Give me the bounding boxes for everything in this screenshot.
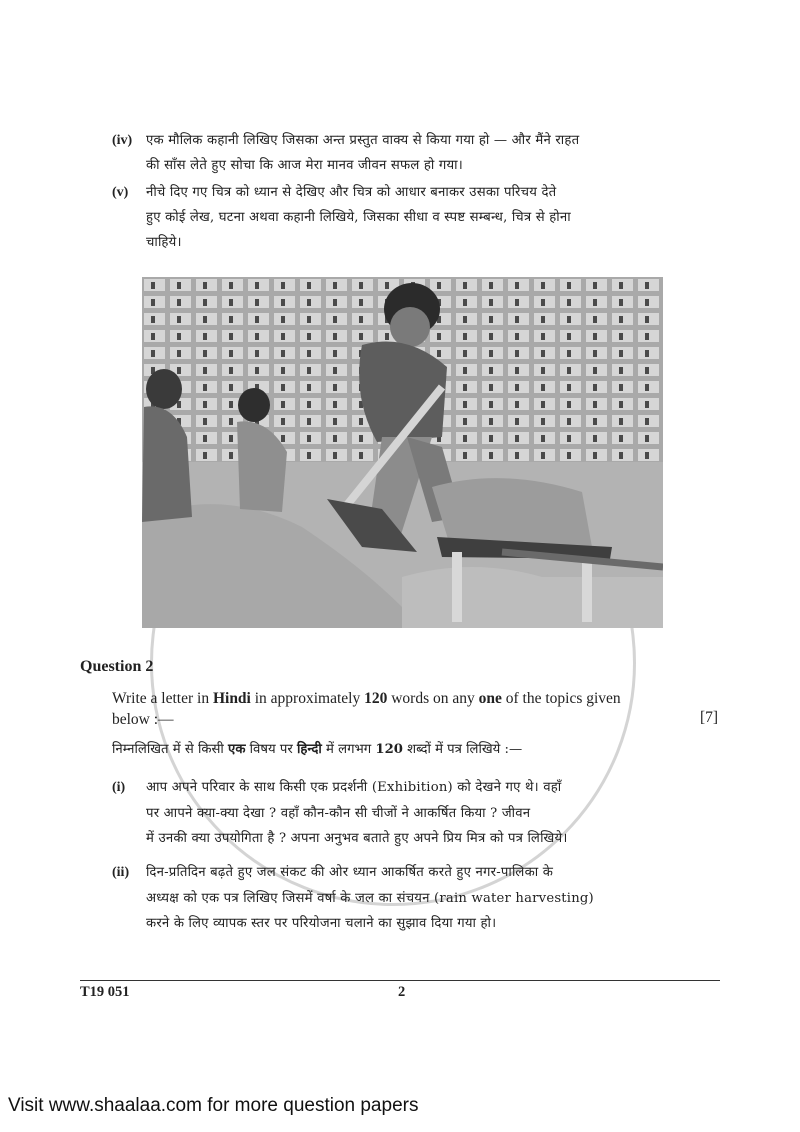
- item-number: (ii): [112, 865, 130, 880]
- item-number: (i): [112, 780, 126, 795]
- hindi-text: में लगभग: [321, 742, 376, 757]
- hindi-bold: हिन्दी: [296, 742, 322, 757]
- page-number: 2: [398, 984, 406, 1000]
- item-line: हुए कोई लेख, घटना अथवा कहानी लिखिये, जिसका सीधा व स्पष्ट सम्बन्ध, चित्र से होना: [146, 210, 571, 225]
- item-line: में उनकी क्या उपयोगिता है ? अपना अनुभव बताते हुए अपने प्रिय मित्र को पत्र लिखिये।: [146, 831, 568, 846]
- instruction-bold: 120: [364, 690, 388, 707]
- visit-banner: Visit www.shaalaa.com for more question papers: [8, 1095, 419, 1116]
- item-line: आप अपने परिवार के साथ किसी एक प्रदर्शनी (Exhibition) को देखने गए थे। वहाँ: [146, 780, 562, 795]
- brick-kiln-photo: [142, 277, 663, 628]
- paper-code: T19 051: [80, 984, 130, 1000]
- hindi-bold: एक: [228, 742, 246, 757]
- item-number: (v): [112, 185, 129, 200]
- instruction-bold: one: [478, 690, 502, 707]
- marks: [7]: [700, 709, 719, 726]
- item-number: (iv): [112, 133, 133, 148]
- instruction-text: Write a letter in: [112, 690, 213, 707]
- hindi-text: निम्नलिखित में से किसी: [112, 742, 229, 757]
- hindi-bold: 120: [375, 742, 403, 757]
- instruction-text: of the topics given: [501, 690, 621, 707]
- item-line: नीचे दिए गए चित्र को ध्यान से देखिए और चित्र को आधार बनाकर उसका परिचय देते: [146, 185, 557, 200]
- item-line: अध्यक्ष को एक पत्र लिखिए जिसमें वर्षा के जल का संचयन (rain water harvesting): [146, 890, 594, 906]
- item-line: चाहिये।: [146, 235, 182, 250]
- hindi-instruction: [112, 737, 672, 762]
- item-line: एक मौलिक कहानी लिखिए जिसका अन्त प्रस्तुत वाक्य से किया गया हो — और मैंने राहत: [146, 133, 580, 148]
- instruction-text: words on any: [387, 690, 479, 707]
- footer-rule: [80, 980, 720, 981]
- instruction-text: in approximately: [250, 690, 365, 707]
- question-heading: Question 2: [80, 658, 154, 675]
- instruction-line-2: below :—: [112, 711, 174, 728]
- item-line: की साँस लेते हुए सोचा कि आज मेरा मानव जीवन सफल हो गया।: [146, 158, 463, 173]
- item-line: दिन-प्रतिदिन बढ़ते हुए जल संकट की ओर ध्यान आकर्षित करते हुए नगर-पालिका के: [146, 865, 554, 880]
- item-line: करने के लिए व्यापक स्तर पर परियोजना चलाने का सुझाव दिया गया हो।: [146, 916, 497, 931]
- hindi-text: शब्दों में पत्र लिखिये :—: [402, 742, 523, 757]
- question-instruction: [112, 688, 672, 730]
- hindi-text: विषय पर: [245, 742, 297, 757]
- item-line: पर आपने क्या-क्या देखा ? वहाँ कौन-कौन सी चीजों ने आकर्षित किया ? जीवन: [146, 805, 531, 821]
- instruction-bold: Hindi: [212, 690, 251, 707]
